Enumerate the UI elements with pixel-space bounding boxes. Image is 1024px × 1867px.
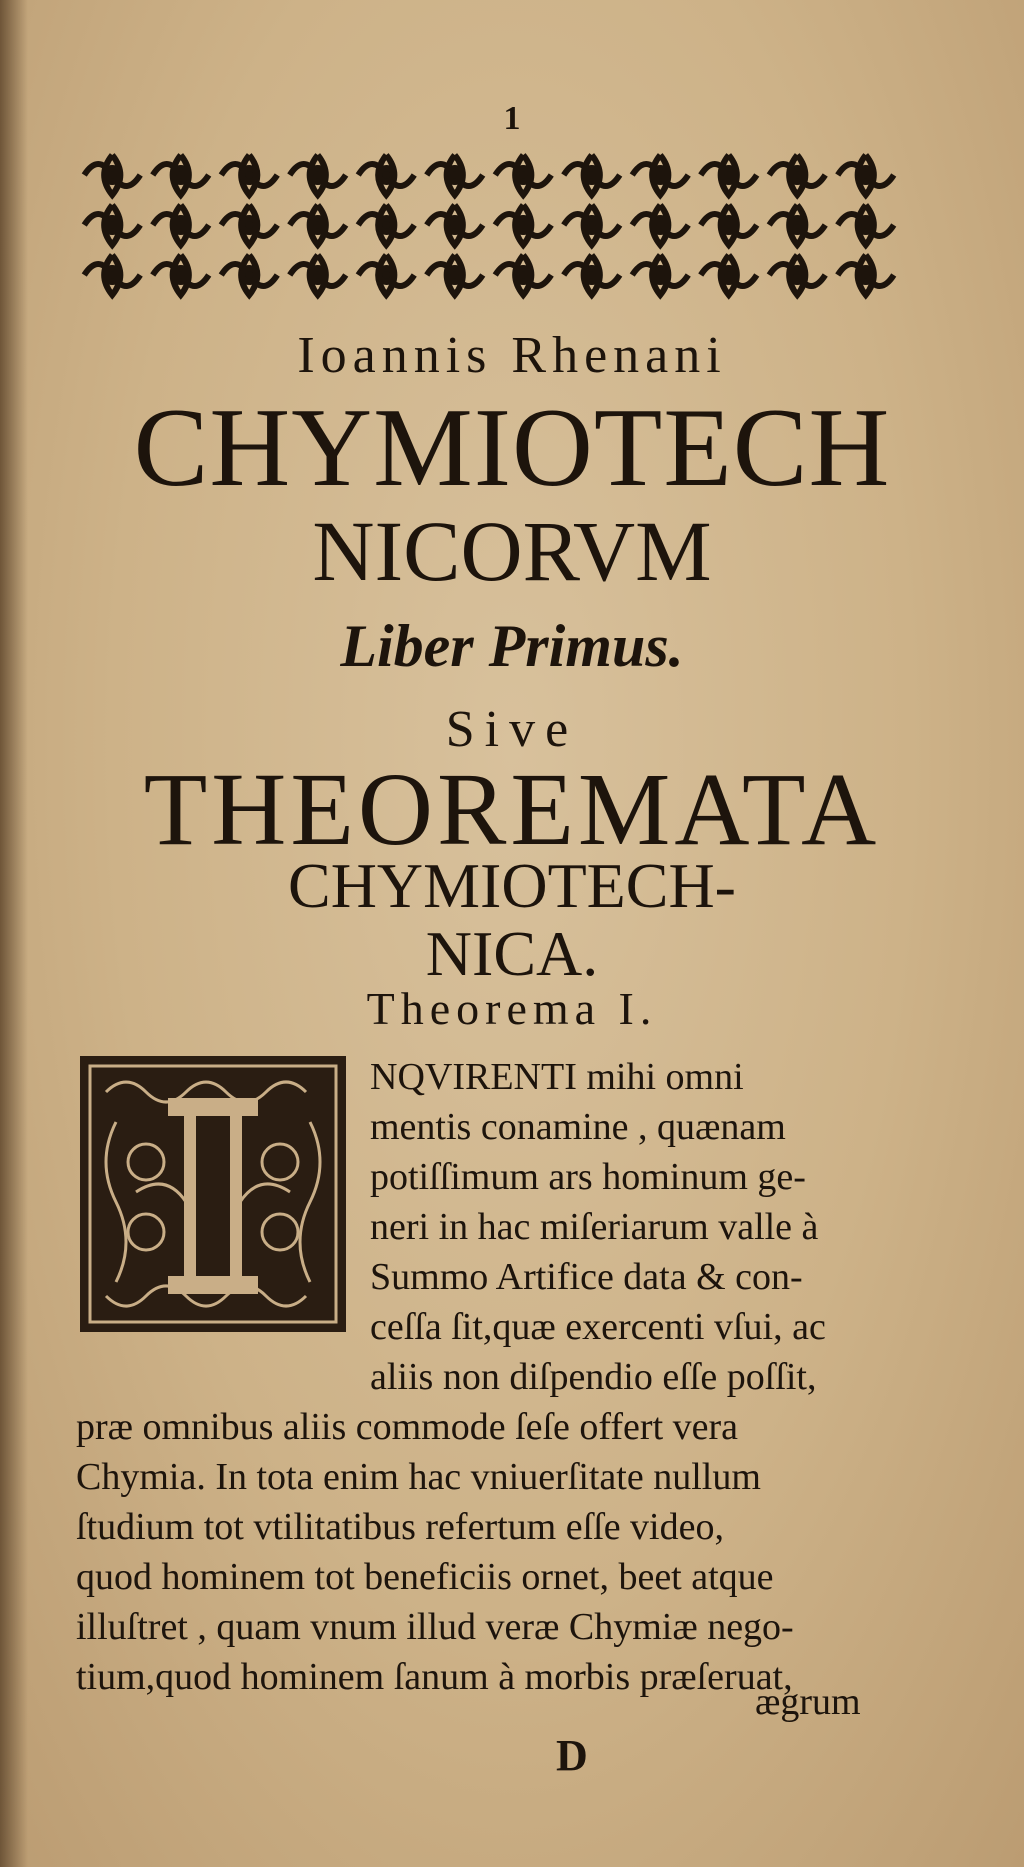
fleuron-dot: [448, 168, 462, 182]
fleuron-dot: [585, 218, 599, 232]
fleuron-dot: [379, 218, 393, 232]
fleuron-dot: [722, 218, 736, 232]
fleuron-dot: [585, 168, 599, 182]
fleuron-dot: [242, 268, 256, 282]
title-line-3: THEOREMATA: [143, 752, 881, 867]
fleuron-dot: [516, 268, 530, 282]
title-line-5: NICA.: [425, 918, 599, 989]
title-line-1: CHYMIOTECH: [133, 386, 891, 510]
fleuron-dot: [653, 218, 667, 232]
fleuron-dot: [790, 218, 804, 232]
fleuron-dot: [859, 168, 873, 182]
title-line-4: CHYMIOTECH-: [288, 850, 736, 921]
fleuron-dot: [105, 168, 119, 182]
fleuron-dot: [105, 268, 119, 282]
ornament-band: [78, 150, 900, 300]
body-line: præ omnibus aliis commode ſeſe offert vera: [76, 1406, 739, 1448]
fleuron-dot: [242, 168, 256, 182]
body-line: tium,quod hominem ſanum à morbis præſeruat,: [76, 1656, 793, 1698]
body-line: aliis non diſpendio eſſe poſſit,: [370, 1356, 817, 1398]
author-line: Ioannis Rhenani: [297, 327, 727, 384]
body-line: ſtudium tot vtilitatibus refertum eſſe video,: [76, 1506, 724, 1548]
body-line: potiſſimum ars hominum ge-: [370, 1156, 806, 1198]
body-line: Chymia. In tota enim hac vniuerſitate nullum: [76, 1456, 761, 1498]
title-line-2: NICORVM: [312, 503, 712, 599]
fleuron-dot: [722, 168, 736, 182]
decorated-initial-i: [76, 1052, 350, 1336]
fleuron-dot: [790, 268, 804, 282]
body-line: Summo Artifice data & con-: [370, 1256, 803, 1298]
body-line: illuſtret , quam vnum illud veræ Chymiæ nego-: [76, 1606, 794, 1648]
fleuron-dot: [859, 268, 873, 282]
fleuron-dot: [653, 168, 667, 182]
body-line: ceſſa ſit,quæ exercenti vſui, ac: [370, 1306, 826, 1348]
catchword: ægrum: [755, 1681, 861, 1723]
fleuron-dot: [379, 268, 393, 282]
fleuron-dot: [859, 218, 873, 232]
fleuron-dot: [790, 168, 804, 182]
fleuron-dot: [311, 268, 325, 282]
fleuron-dot: [448, 268, 462, 282]
body-line: quod hominem tot beneficiis ornet, beet atque: [76, 1556, 774, 1598]
signature-mark: D: [556, 1731, 588, 1780]
fleuron-dot: [311, 168, 325, 182]
fleuron-dot: [516, 218, 530, 232]
fleuron-dot: [311, 218, 325, 232]
fleuron-dot: [722, 268, 736, 282]
fleuron-dot: [653, 268, 667, 282]
fleuron-dot: [105, 218, 119, 232]
body-line: mentis conamine , quænam: [370, 1106, 786, 1148]
fleuron-dot: [242, 218, 256, 232]
page-number: 1: [503, 100, 521, 137]
fleuron-dot: [585, 268, 599, 282]
fleuron-dot: [174, 168, 188, 182]
fleuron-dot: [174, 268, 188, 282]
fleuron-dot: [516, 168, 530, 182]
body-line: neri in hac miſeriarum valle à: [370, 1206, 819, 1248]
fleuron-dot: [174, 218, 188, 232]
sive-line: Sive: [445, 701, 579, 758]
subtitle: Liber Primus.: [340, 613, 684, 679]
fleuron-dot: [448, 218, 462, 232]
theorem-heading: Theorema I.: [366, 983, 658, 1034]
body-line: NQVIRENTI mihi omni: [370, 1056, 744, 1098]
fleuron-dot: [379, 168, 393, 182]
